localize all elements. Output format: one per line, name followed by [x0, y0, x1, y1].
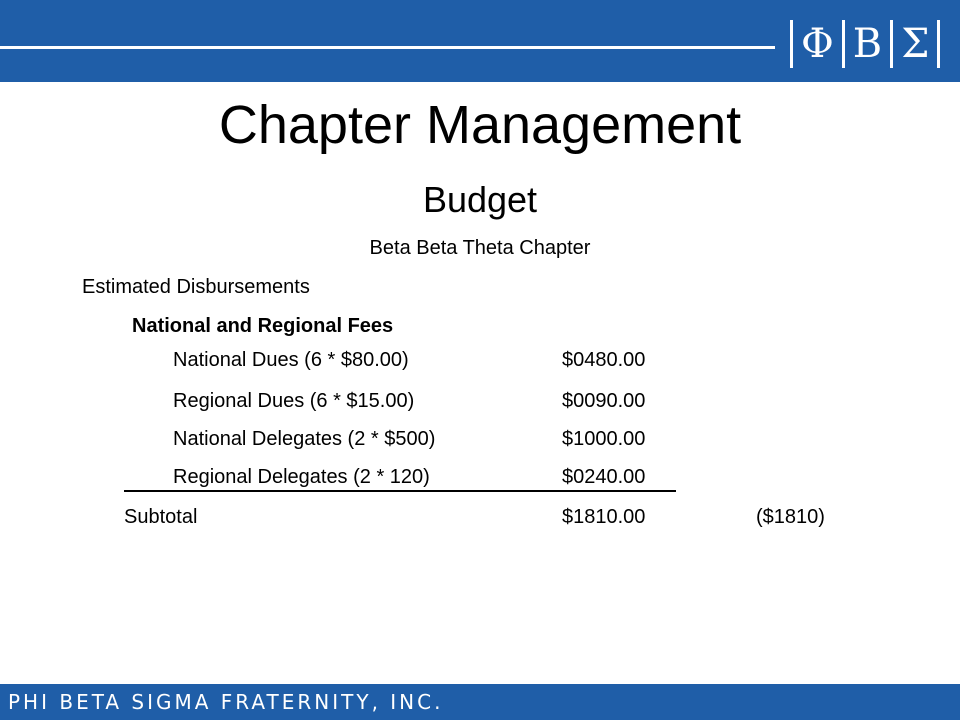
logo-phi: Φ [801, 21, 834, 67]
item-description: National Dues (6 * $80.00) [173, 349, 409, 371]
budget-row [0, 345, 960, 375]
subtotal-amount: $1810.00 [562, 506, 646, 528]
item-amount: $0090.00 [562, 390, 646, 412]
chapter-name: Beta Beta Theta Chapter [369, 237, 591, 259]
item-description: National Delegates (2 * $500) [173, 428, 436, 450]
running-total: ($1810) [756, 506, 825, 528]
item-amount: $0240.00 [562, 466, 646, 488]
footer-banner [0, 684, 960, 720]
slide-subtitle: Budget [422, 179, 538, 220]
subtotal-divider [124, 490, 676, 492]
item-description: Regional Delegates (2 * 120) [173, 466, 430, 488]
budget-row [0, 386, 960, 416]
footer-text: PHI BETA SIGMA FRATERNITY, INC. [8, 690, 444, 714]
header-rule [0, 46, 775, 49]
subtotal-row [0, 502, 960, 532]
subtotal-label: Subtotal [124, 506, 198, 528]
fraternity-logo [790, 18, 940, 70]
item-amount: $1000.00 [562, 428, 646, 450]
item-amount: $0480.00 [562, 349, 646, 371]
budget-row [0, 424, 960, 454]
section-heading: Estimated Disbursements [82, 276, 310, 298]
slide-title: Chapter Management [218, 95, 742, 155]
item-description: Regional Dues (6 * $15.00) [173, 390, 415, 412]
budget-row [0, 462, 960, 492]
logo-beta: Β [852, 21, 883, 67]
logo-sigma: Σ [901, 21, 930, 67]
group-heading: National and Regional Fees [132, 315, 394, 337]
header-banner [0, 0, 960, 82]
